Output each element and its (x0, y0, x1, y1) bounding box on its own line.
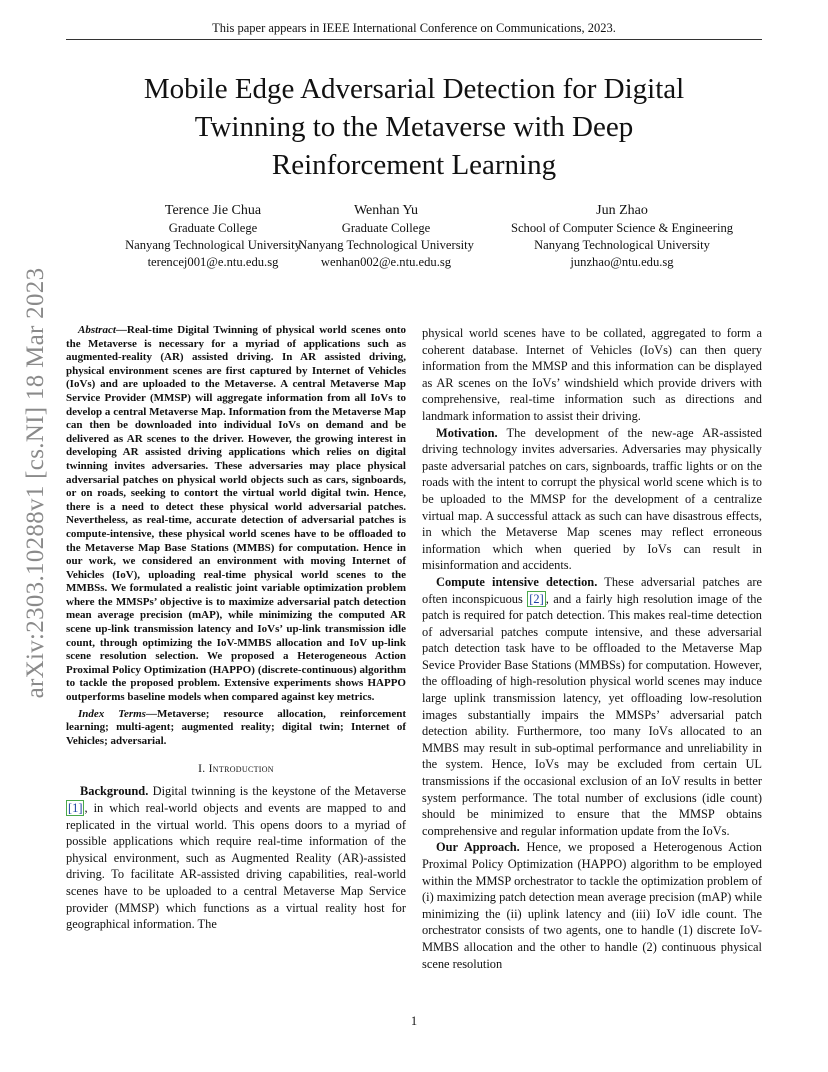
paragraph-text: , in which real-world objects and events are mapped to and replicated in the virtual world. This opens doors to a myriad of possible applications which require real-time information of the physical environment, such as Augmented Reality (AR)-assisted driving. To facilitate AR-assisted driving capabilities, real-world scenes have to be uploaded to a central Metaverse Map Service provider (MMSP) which functions as a virtual reality host for geographical information. The (66, 801, 406, 932)
author-name: Jun Zhao (596, 203, 648, 218)
paragraph-continued: physical world scenes have to be collated, aggregated to form a coherent database. Internet of Vehicles (IoVs) can then query information from the MMSP and this information can be displayed as AR scenes on the IoVs’ windshield which provide drivers with comprehensive, real-time information such as directions and landmark information to assist their driving. (422, 326, 762, 423)
author-2 (291, 201, 481, 271)
author-1 (118, 201, 308, 271)
author-affiliation: Nanyang Technological University (125, 238, 301, 252)
abstract-text: —Real-time Digital Twinning of physical world scenes onto the Metaverse is necessary for a myriad of applications such as augmented-reality (AR) assisted driving. In AR assisted driving, physical environment scenes are first captured by Internet of Vehicles (IoVs) and are uploaded to the Metaverse. A central Metaverse Map Service Provider (MMSP) will aggregate information from all IoVs to develop a central Metaverse Map. Information from the Metaverse Map can then be downloaded into individual IoVs on demand and be delivered as AR scenes to the driver. However, the growing interest in developing AR assisted driving applications which relies on digital twinning invites adversaries. These adversaries may place physical adversarial patches on physical world objects such as cars, signboards, or on roads, seeking to contort the virtual world digital twin. Hence, there is a need to detect these physical world adversarial patches. Nevertheless, as real-time, accurate detection of adversarial patches is compute-intensive, these physical world scenes have to be offloaded to the Metaverse Map Base Stations (MMBS) for computation. Hence in our work, we considered an environment with moving Internet of Vehicles (IoV), uploading real-time physical world scenes to the MMBSs. We formulated a realistic joint variable optimization problem where the MMSPs’ objective is to maximize adversarial patch detection mean average precision (mAP), while minimizing the computed AR scene up-link transmission latency and IoVs’ up-link transmission idle count, through optimizing the IoV-MMBS allocation and IoV up-link scene resolution selection. We proposed a Heterogeneous Action Proximal Policy Optimization (HAPPO) (discrete-continuous) algorithm to tackle the proposed problem. Extensive experiments shows HAPPO outperforms baseline models when compared against key metrics. (66, 324, 406, 704)
page-number: 1 (410, 1014, 418, 1028)
author-email: wenhan002@e.ntu.edu.sg (320, 255, 452, 269)
author-email: junzhao@ntu.edu.sg (570, 255, 674, 269)
paragraph-text: The development of the new-age AR-assisted driving technology invites adversaries. Adversaries may physically paste adversarial patches on cars, signboards, traffic lights or on the roads with the intent to corrupt the physical world scene which is to be uploaded to the MMSP for the development of a centralize virtual map. A successful attack as such can have disastrous effects, in which the Metaverse Map scenes may reflect erroneous information which when queried by IoVs can result in misinformation and accidents. (422, 425, 762, 573)
author-dept: Graduate College (168, 221, 258, 235)
author-dept: Graduate College (341, 221, 431, 235)
paper-title (66, 70, 762, 184)
arxiv-stamp-text: arXiv:2303.10288v1 [cs.NI] 18 Mar 2023 (22, 267, 49, 699)
author-affiliation: Nanyang Technological University (534, 238, 710, 252)
author-3 (492, 201, 752, 271)
abstract-label: Abstract (78, 324, 116, 336)
author-email: terencej001@e.ntu.edu.sg (147, 255, 279, 269)
title-line-3: Reinforcement Learning (271, 149, 557, 181)
abstract (66, 324, 406, 705)
paragraph-lead: Background. (80, 784, 149, 799)
title-line-2: Twinning to the Metaverse with Deep (194, 111, 634, 143)
arxiv-stamp (6, 267, 66, 699)
author-dept: School of Computer Science & Engineering (510, 221, 734, 235)
index-terms-text: —Metaverse; resource allocation, reinforcement learning; multi-agent; augmented reality; digital twin; Internet of Vehicles; adversarial. (66, 707, 406, 747)
citation-link[interactable]: [1] (68, 801, 83, 815)
paragraph-text: , and a fairly high resolution image of the patch is required for patch detection. This makes real-time detection of adversarial patches compute intensive, and these adversarial patch detection task have to be offloaded to the Metaverse Map Sevice Provider Base Stations (MMBSs) for computation. However, the offloading of high-resolution physical world scenes may induce large uplink transmission latency, yet offloading low-resolution images substantially impairs the MMSPs’ adversarial patch detection ability. Furthermore, too many IoVs allocated to an MMBS may result in sub-optimal performance and unreliability in the system. Hence, IoVs may be excluded from certain UL transmissions if the occasional exclusion of an IoV results in better system performance. The total number of exclusions (idle count) should be minimized to ensure that the MMSP obtains comprehensive and regular information update from the IoVs. (422, 591, 762, 838)
author-affiliation: Nanyang Technological University (298, 238, 474, 252)
author-name: Wenhan Yu (353, 203, 419, 218)
paragraph-approach (422, 839, 762, 972)
paragraph-text: Hence, we proposed a Heterogenous Action Proximal Policy Optimization (HAPPO) algorithm to be employed within the MMSP orchestrator to tackle the optimization problem of (i) maximizing patch detection mean average precision (mAP) while minimizing the (ii) uplink latency and (iii) IoV idle count. The orchestrator consists of two agents, one to handle (1) discrete IoV-MMBS allocation and the other to handle (2) continuous physical scene resolution (422, 840, 762, 971)
paragraph-motivation (422, 425, 762, 574)
paragraph-background (66, 783, 406, 932)
paragraph-compute (422, 574, 762, 840)
section-heading: I. Introduction (198, 762, 274, 776)
paragraph-text: These adversarial patches are often inconspicuous (422, 574, 762, 606)
header-rule (66, 39, 762, 40)
paragraph-lead: Compute intensive detection. (436, 574, 598, 589)
conference-header: This paper appears in IEEE International Conference on Communications, 2023. (212, 21, 616, 35)
author-name: Terence Jie Chua (164, 203, 262, 218)
title-line-1: Mobile Edge Adversarial Detection for Digital (143, 73, 685, 105)
right-column (422, 325, 762, 972)
index-terms (66, 708, 406, 749)
paragraph-text: Digital twinning is the keystone of the Metaverse (148, 784, 406, 799)
paragraph-lead: Motivation. (436, 425, 498, 440)
citation-link[interactable]: [2] (529, 591, 544, 606)
left-column (66, 324, 406, 933)
paragraph-lead: Our Approach. (436, 840, 520, 855)
index-terms-label: Index Terms (78, 707, 146, 720)
